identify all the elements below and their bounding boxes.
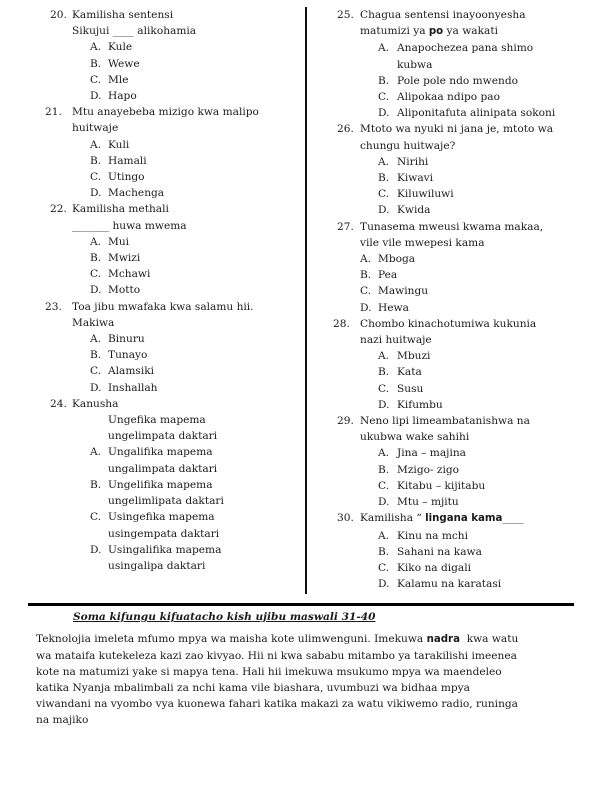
question-text-part: ya wakati bbox=[443, 25, 498, 38]
passage-line: kote na matumizi yake si mapya tena. Hali hii imekuwa msukumo mpya wa maendeleo bbox=[36, 666, 502, 678]
question-text: chungu huitwaje? bbox=[360, 139, 456, 152]
option-letter: C. bbox=[378, 188, 390, 201]
option-letter: A. bbox=[378, 350, 390, 363]
question-number: 29. bbox=[337, 415, 354, 428]
option-letter: A. bbox=[378, 155, 390, 168]
question-number: 26. bbox=[337, 123, 354, 136]
option-text: Jina – majina bbox=[397, 447, 466, 460]
option-text: Ungalifika mapema bbox=[108, 446, 213, 459]
blank: ____ bbox=[502, 512, 524, 525]
question-text: Sikujui ____ alikohamia bbox=[72, 25, 197, 38]
option-text: Kinu na mchi bbox=[397, 529, 469, 542]
option-text: Aliponitafuta alinipata sokoni bbox=[397, 107, 556, 120]
option-letter: C. bbox=[378, 479, 390, 492]
option-d[interactable] bbox=[308, 105, 612, 121]
question-number: 27. bbox=[337, 220, 354, 233]
option-text: Mboga bbox=[378, 253, 416, 266]
option-letter: C. bbox=[90, 511, 102, 524]
option-c[interactable] bbox=[0, 509, 305, 541]
option-letter: B. bbox=[378, 172, 390, 185]
option-letter: D. bbox=[378, 204, 390, 217]
option-c[interactable] bbox=[308, 478, 612, 494]
option-a[interactable] bbox=[308, 40, 612, 72]
emphasis-phrase: lingana kama bbox=[425, 513, 503, 525]
option-b[interactable] bbox=[308, 462, 612, 478]
option-c[interactable] bbox=[0, 72, 305, 88]
option-d[interactable] bbox=[308, 300, 612, 316]
option-letter: C. bbox=[90, 268, 102, 281]
question-stem: ungelimpata daktari bbox=[108, 430, 218, 443]
option-c[interactable] bbox=[308, 186, 612, 202]
option-text: Mbuzi bbox=[397, 350, 431, 363]
option-a[interactable] bbox=[308, 445, 612, 461]
option-d[interactable] bbox=[0, 542, 305, 574]
question-30 bbox=[308, 510, 612, 592]
option-b[interactable] bbox=[308, 364, 612, 380]
option-a[interactable] bbox=[0, 331, 305, 347]
question-text-part: matumizi ya bbox=[360, 25, 429, 38]
question-text: nazi huitwaje bbox=[360, 334, 432, 347]
option-letter: D. bbox=[90, 381, 102, 394]
option-b[interactable] bbox=[0, 250, 305, 266]
question-text: Chombo kinachotumiwa kukunia bbox=[360, 317, 537, 330]
question-text: Neno lipi limeambatanishwa na bbox=[360, 415, 530, 428]
question-text: _______ huwa mwema bbox=[72, 219, 187, 232]
option-letter: B. bbox=[378, 545, 390, 558]
option-text: usingalipa daktari bbox=[108, 559, 206, 572]
option-letter: D. bbox=[378, 578, 390, 591]
option-c[interactable] bbox=[0, 266, 305, 282]
question-24 bbox=[0, 396, 305, 574]
option-a[interactable] bbox=[308, 348, 612, 364]
question-number: 21. bbox=[45, 106, 62, 119]
question-number: 23. bbox=[45, 300, 62, 313]
option-letter: B. bbox=[90, 57, 102, 70]
option-letter: C. bbox=[90, 365, 102, 378]
option-text: Wewe bbox=[108, 57, 140, 70]
option-letter: C. bbox=[378, 382, 390, 395]
passage-line: katika Nyanja mbalimbali za nchi kama vile biashara, uvumbuzi wa bidhaa mpya bbox=[36, 682, 470, 694]
option-d[interactable] bbox=[0, 185, 305, 201]
question-text: Kanusha bbox=[72, 397, 119, 410]
option-b[interactable] bbox=[308, 544, 612, 560]
option-letter: A. bbox=[360, 253, 372, 266]
option-letter: B. bbox=[90, 478, 102, 491]
option-text: Mzigo- zigo bbox=[397, 463, 460, 476]
question-29 bbox=[308, 413, 612, 510]
option-letter: C. bbox=[378, 91, 390, 104]
option-text: Mwizi bbox=[108, 252, 141, 265]
option-a[interactable] bbox=[0, 137, 305, 153]
option-letter: B. bbox=[90, 154, 102, 167]
option-text: Pole pole ndo mwendo bbox=[397, 74, 519, 87]
option-text: Kata bbox=[397, 366, 422, 379]
option-c[interactable] bbox=[308, 381, 612, 397]
emphasis-word: po bbox=[428, 26, 444, 38]
option-text: Hewa bbox=[378, 301, 409, 314]
passage-text bbox=[36, 631, 581, 728]
question-28 bbox=[308, 316, 612, 413]
option-text: Hamali bbox=[108, 154, 147, 167]
option-c[interactable] bbox=[308, 283, 612, 299]
option-letter: D. bbox=[90, 284, 102, 297]
question-number: 30. bbox=[337, 512, 354, 525]
question-text: vile vile mwepesi kama bbox=[360, 236, 485, 249]
option-letter: A. bbox=[90, 41, 102, 54]
option-b[interactable] bbox=[308, 267, 612, 283]
option-text: Kiwavi bbox=[397, 172, 434, 185]
question-number: 22. bbox=[50, 203, 67, 216]
question-text: Kamilisha methali bbox=[72, 203, 169, 216]
option-text: Kitabu – kijitabu bbox=[397, 479, 486, 492]
option-letter: B. bbox=[378, 366, 390, 379]
option-letter: A. bbox=[90, 138, 102, 151]
question-21 bbox=[0, 104, 305, 201]
option-text: Kiko na digali bbox=[397, 561, 472, 574]
option-letter: C. bbox=[90, 73, 102, 86]
option-text: Usingalifika mapema bbox=[108, 543, 222, 556]
option-text: Ungelifika mapema bbox=[108, 478, 213, 491]
passage-text-part: kwa watu bbox=[459, 633, 519, 645]
option-text: ungalimpata daktari bbox=[108, 462, 218, 475]
question-27 bbox=[308, 219, 612, 316]
passage-text-part: Teknolojia imeleta mfumo mpya wa maisha kote ulimwenguni. Imekuwa bbox=[36, 633, 427, 645]
option-text: Inshallah bbox=[108, 381, 158, 394]
option-a[interactable] bbox=[308, 154, 612, 170]
option-letter: A. bbox=[378, 447, 390, 460]
question-23 bbox=[0, 299, 305, 396]
question-text bbox=[308, 23, 612, 40]
emphasis-word: nadra bbox=[426, 634, 460, 645]
passage-line bbox=[36, 631, 581, 648]
option-text: Kwida bbox=[397, 204, 431, 217]
option-a[interactable] bbox=[0, 234, 305, 250]
option-b[interactable] bbox=[0, 153, 305, 169]
option-text: ungelimlipata daktari bbox=[108, 495, 224, 508]
passage-line: na majiko bbox=[36, 714, 89, 726]
question-22 bbox=[0, 201, 305, 298]
option-text: Mchawi bbox=[108, 268, 151, 281]
option-text: Kule bbox=[108, 41, 133, 54]
option-letter: D. bbox=[378, 107, 390, 120]
option-a[interactable] bbox=[308, 251, 612, 267]
option-letter: B. bbox=[378, 463, 390, 476]
question-text: ukubwa wake sahihi bbox=[360, 431, 470, 444]
option-b[interactable] bbox=[0, 477, 305, 509]
question-text: huitwaje bbox=[72, 122, 119, 135]
option-letter: B. bbox=[90, 349, 102, 362]
question-25 bbox=[308, 7, 612, 121]
section-rule bbox=[28, 603, 574, 606]
option-d[interactable] bbox=[308, 397, 612, 413]
question-number: 20. bbox=[50, 9, 67, 21]
option-letter: A. bbox=[90, 333, 102, 346]
option-b[interactable] bbox=[0, 56, 305, 72]
option-letter: B. bbox=[360, 269, 372, 282]
option-text: Kalamu na karatasi bbox=[397, 578, 502, 591]
question-text: Toa jibu mwafaka kwa salamu hii. bbox=[72, 300, 254, 313]
option-letter: B. bbox=[90, 252, 102, 265]
question-text: Mtoto wa nyuki ni jana je, mtoto wa bbox=[360, 123, 554, 136]
question-number: 28. bbox=[333, 317, 350, 330]
option-a[interactable] bbox=[308, 528, 612, 544]
option-letter: A. bbox=[378, 42, 390, 55]
option-a[interactable] bbox=[0, 39, 305, 55]
option-text: Alamsiki bbox=[108, 365, 155, 378]
option-text: Binuru bbox=[108, 333, 145, 346]
option-text: Tunayo bbox=[108, 349, 148, 362]
option-b[interactable] bbox=[308, 73, 612, 89]
option-letter: A. bbox=[378, 529, 390, 542]
option-text: Mui bbox=[108, 235, 130, 248]
option-letter: D. bbox=[360, 301, 372, 314]
option-text: Mawingu bbox=[378, 285, 429, 298]
option-letter: D. bbox=[90, 543, 102, 556]
option-text: Kifumbu bbox=[397, 398, 443, 411]
option-c[interactable] bbox=[308, 560, 612, 576]
option-d[interactable] bbox=[308, 576, 612, 592]
option-text: Susu bbox=[397, 382, 424, 395]
left-column bbox=[0, 7, 305, 574]
option-text: Machenga bbox=[108, 187, 165, 200]
option-text: Utingo bbox=[108, 171, 145, 184]
option-text: kubwa bbox=[397, 58, 433, 71]
option-text: Anapochezea pana shimo bbox=[397, 42, 534, 55]
question-text: Makiwa bbox=[72, 316, 115, 329]
option-b[interactable] bbox=[308, 170, 612, 186]
option-letter: D. bbox=[378, 398, 390, 411]
question-stem: Ungefika mapema bbox=[108, 414, 206, 427]
option-letter: C. bbox=[360, 285, 372, 298]
question-text: Mtu anayebeba mizigo kwa malipo bbox=[72, 106, 259, 119]
option-text: Pea bbox=[378, 269, 398, 282]
option-text: Kuli bbox=[108, 138, 130, 151]
option-text: Sahani na kawa bbox=[397, 545, 482, 558]
question-text: Kamilisha “ bbox=[360, 512, 426, 525]
option-text: Kiluwiluwi bbox=[397, 188, 454, 201]
option-text: Motto bbox=[108, 284, 141, 297]
option-text: usingempata daktari bbox=[108, 527, 220, 540]
option-letter: A. bbox=[90, 446, 102, 459]
column-divider bbox=[305, 7, 307, 594]
question-text: Kamilisha sentensi bbox=[72, 9, 174, 21]
option-text: Usingefika mapema bbox=[108, 511, 215, 524]
option-d[interactable] bbox=[0, 380, 305, 396]
question-number: 25. bbox=[337, 9, 354, 21]
option-text: Mle bbox=[108, 73, 129, 86]
option-text: Alipokaa ndipo pao bbox=[397, 91, 500, 104]
option-c[interactable] bbox=[0, 363, 305, 379]
option-text: Mtu – mjitu bbox=[397, 496, 459, 509]
question-text: Tunasema mweusi kwama makaa, bbox=[360, 220, 544, 233]
option-letter: D. bbox=[90, 187, 102, 200]
passage-title: Soma kifungu kifuatacho kish ujibu maswali 31-40 bbox=[73, 611, 376, 623]
question-20 bbox=[0, 7, 305, 104]
option-letter: D. bbox=[378, 496, 390, 509]
option-text: Nirihi bbox=[397, 155, 429, 168]
option-letter: A. bbox=[90, 235, 102, 248]
question-text: Chagua sentensi inayoonyesha bbox=[360, 9, 526, 21]
option-a[interactable] bbox=[0, 444, 305, 476]
option-text: Hapo bbox=[108, 90, 137, 103]
question-number: 24. bbox=[50, 397, 67, 410]
option-letter: D. bbox=[90, 90, 102, 103]
option-d[interactable] bbox=[0, 282, 305, 298]
option-letter: C. bbox=[90, 171, 102, 184]
passage-line: wa mataifa kutekeleza kazi zao kivyao. Hii ni kwa sababu mitambo ya tarakilishi imeenea bbox=[36, 650, 517, 662]
option-letter: B. bbox=[378, 74, 390, 87]
question-26 bbox=[308, 121, 612, 218]
option-c[interactable] bbox=[0, 169, 305, 185]
option-b[interactable] bbox=[0, 347, 305, 363]
right-column bbox=[308, 7, 612, 592]
option-d[interactable] bbox=[308, 494, 612, 510]
option-letter: C. bbox=[378, 561, 390, 574]
option-d[interactable] bbox=[308, 202, 612, 218]
option-c[interactable] bbox=[308, 89, 612, 105]
option-d[interactable] bbox=[0, 88, 305, 104]
passage-line: viwandani na vyombo vya kuonewa fahari katika makazi za watu vikiwemo radio, runinga bbox=[36, 698, 518, 710]
